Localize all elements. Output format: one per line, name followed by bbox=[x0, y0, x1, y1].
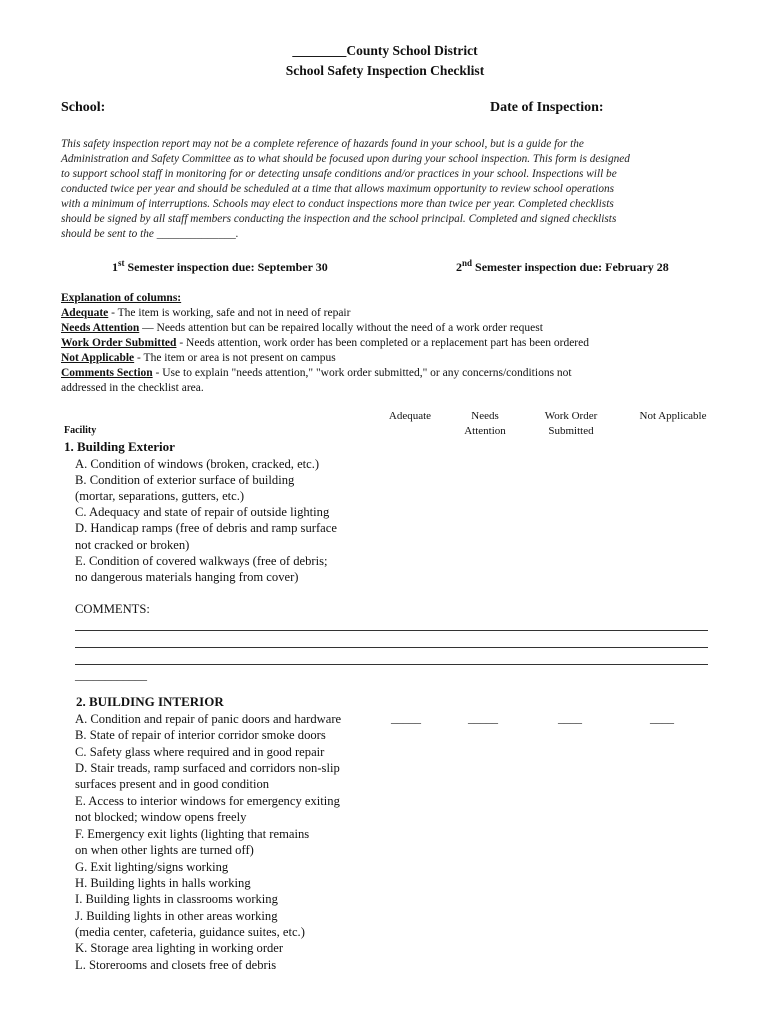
checklist-item: D. Handicap ramps (free of debris and ramp surface bbox=[75, 521, 337, 535]
intro-paragraph bbox=[61, 137, 711, 242]
checklist-item: E. Access to interior windows for emergency exiting bbox=[75, 794, 340, 808]
explanation-row: Adequate - The item is working, safe and not in need of repair bbox=[61, 307, 351, 319]
checklist-item: L. Storerooms and closets free of debris bbox=[75, 958, 277, 972]
checklist-item: J. Building lights in other areas working bbox=[75, 909, 278, 923]
needs-attention-blank[interactable]: _____ bbox=[468, 711, 498, 725]
checklist-item: E. Condition of covered walkways (free of debris; bbox=[75, 554, 328, 568]
checklist-item: K. Storage area lighting in working order bbox=[75, 941, 284, 955]
comment-line[interactable] bbox=[75, 664, 708, 665]
checklist-item: F. Emergency exit lights (lighting that remains bbox=[75, 827, 310, 841]
comment-line[interactable] bbox=[75, 630, 708, 631]
column-header-not-applicable: Not Applicable bbox=[639, 410, 707, 422]
intro-line: to support school staff in monitoring for or detecting unsafe conditions and/or practices in your school. Inspections will be bbox=[61, 168, 617, 180]
intro-line: conducted twice per year and should be scheduled at a time that allows maximum opportunity to review school operations bbox=[61, 183, 615, 195]
column-header-needs-attention: Needs Attention bbox=[464, 410, 506, 437]
page-title: School Safety Inspection Checklist bbox=[285, 63, 485, 78]
checklist-item: not blocked; window opens freely bbox=[75, 810, 247, 824]
intro-line: This safety inspection report may not be a complete reference of hazards found in your school, but is a guide for the bbox=[61, 138, 584, 150]
checklist-item: on when other lights are turned off) bbox=[75, 843, 254, 857]
column-header-adequate: Adequate bbox=[388, 410, 432, 422]
comments-label: COMMENTS: bbox=[75, 602, 150, 616]
explanation-row: Not Applicable - The item or area is not present on campus bbox=[61, 352, 336, 364]
district-title: ________County School District bbox=[292, 43, 478, 58]
section-heading: 1. Building Exterior bbox=[64, 439, 175, 454]
checklist-item: not cracked or broken) bbox=[75, 538, 190, 552]
comment-line[interactable] bbox=[75, 647, 708, 648]
checklist-item: C. Safety glass where required and in good repair bbox=[75, 745, 325, 759]
first-semester-due: 1st Semester inspection due: September 30 bbox=[112, 258, 328, 274]
second-semester-due: 2nd Semester inspection due: February 28 bbox=[456, 258, 669, 274]
school-label: School: bbox=[61, 100, 106, 115]
explanation-continuation: addressed in the checklist area. bbox=[61, 382, 204, 394]
checklist-item: no dangerous materials hanging from cover) bbox=[75, 570, 299, 584]
column-header-work-order: Work Order Submitted bbox=[544, 410, 598, 437]
intro-line: should be signed by all staff members conducting the inspection and the school principal. Completed and signed checklists bbox=[61, 213, 617, 225]
checklist-item: H. Building lights in halls working bbox=[75, 876, 251, 890]
intro-line: Administration and Safety Committee as to what should be focused upon during your school inspection. This form is designed bbox=[61, 153, 630, 165]
explanation-heading: Explanation of columns: bbox=[61, 292, 182, 304]
explanation-row: Work Order Submitted - Needs attention, work order has been completed or a replacement part has been ordered bbox=[61, 337, 589, 349]
checklist-item: D. Stair treads, ramp surfaced and corridors non-slip bbox=[75, 761, 340, 775]
section-heading: 2. BUILDING INTERIOR bbox=[76, 694, 224, 709]
not-applicable-blank[interactable]: ____ bbox=[650, 711, 674, 725]
checklist-item: I. Building lights in classrooms working bbox=[75, 892, 278, 906]
explanation-row: Needs Attention — Needs attention but can be repaired locally without the need of a work order request bbox=[61, 322, 543, 334]
checklist-item: A. Condition of windows (broken, cracked, etc.) bbox=[75, 457, 320, 471]
adequate-blank[interactable]: _____ bbox=[391, 711, 421, 725]
intro-line: should be sent to the ______________. bbox=[61, 228, 239, 240]
checklist-item: A. Condition and repair of panic doors and hardware bbox=[75, 712, 342, 726]
checklist-item: surfaces present and in good condition bbox=[75, 777, 270, 791]
checklist-item: (media center, cafeteria, guidance suites, etc.) bbox=[75, 925, 305, 939]
intro-line: with a minimum of interruptions. Schools may elect to conduct inspections more than twice per year. Completed checklists bbox=[61, 198, 614, 210]
checklist-item: C. Adequacy and state of repair of outside lighting bbox=[75, 505, 330, 519]
checklist-item: (mortar, separations, gutters, etc.) bbox=[75, 489, 245, 503]
comment-line-tail[interactable]: ____________ bbox=[75, 668, 147, 682]
explanation-row: Comments Section - Use to explain "needs attention," "work order submitted," or any concerns/conditions not bbox=[61, 367, 572, 379]
checklist-item: B. State of repair of interior corridor smoke doors bbox=[75, 728, 326, 742]
checklist-item: B. Condition of exterior surface of building bbox=[75, 473, 295, 487]
work-order-blank[interactable]: ____ bbox=[558, 711, 582, 725]
checklist-item: G. Exit lighting/signs working bbox=[75, 860, 229, 874]
column-header-facility: Facility bbox=[64, 425, 97, 436]
date-label: Date of Inspection: bbox=[490, 100, 604, 115]
